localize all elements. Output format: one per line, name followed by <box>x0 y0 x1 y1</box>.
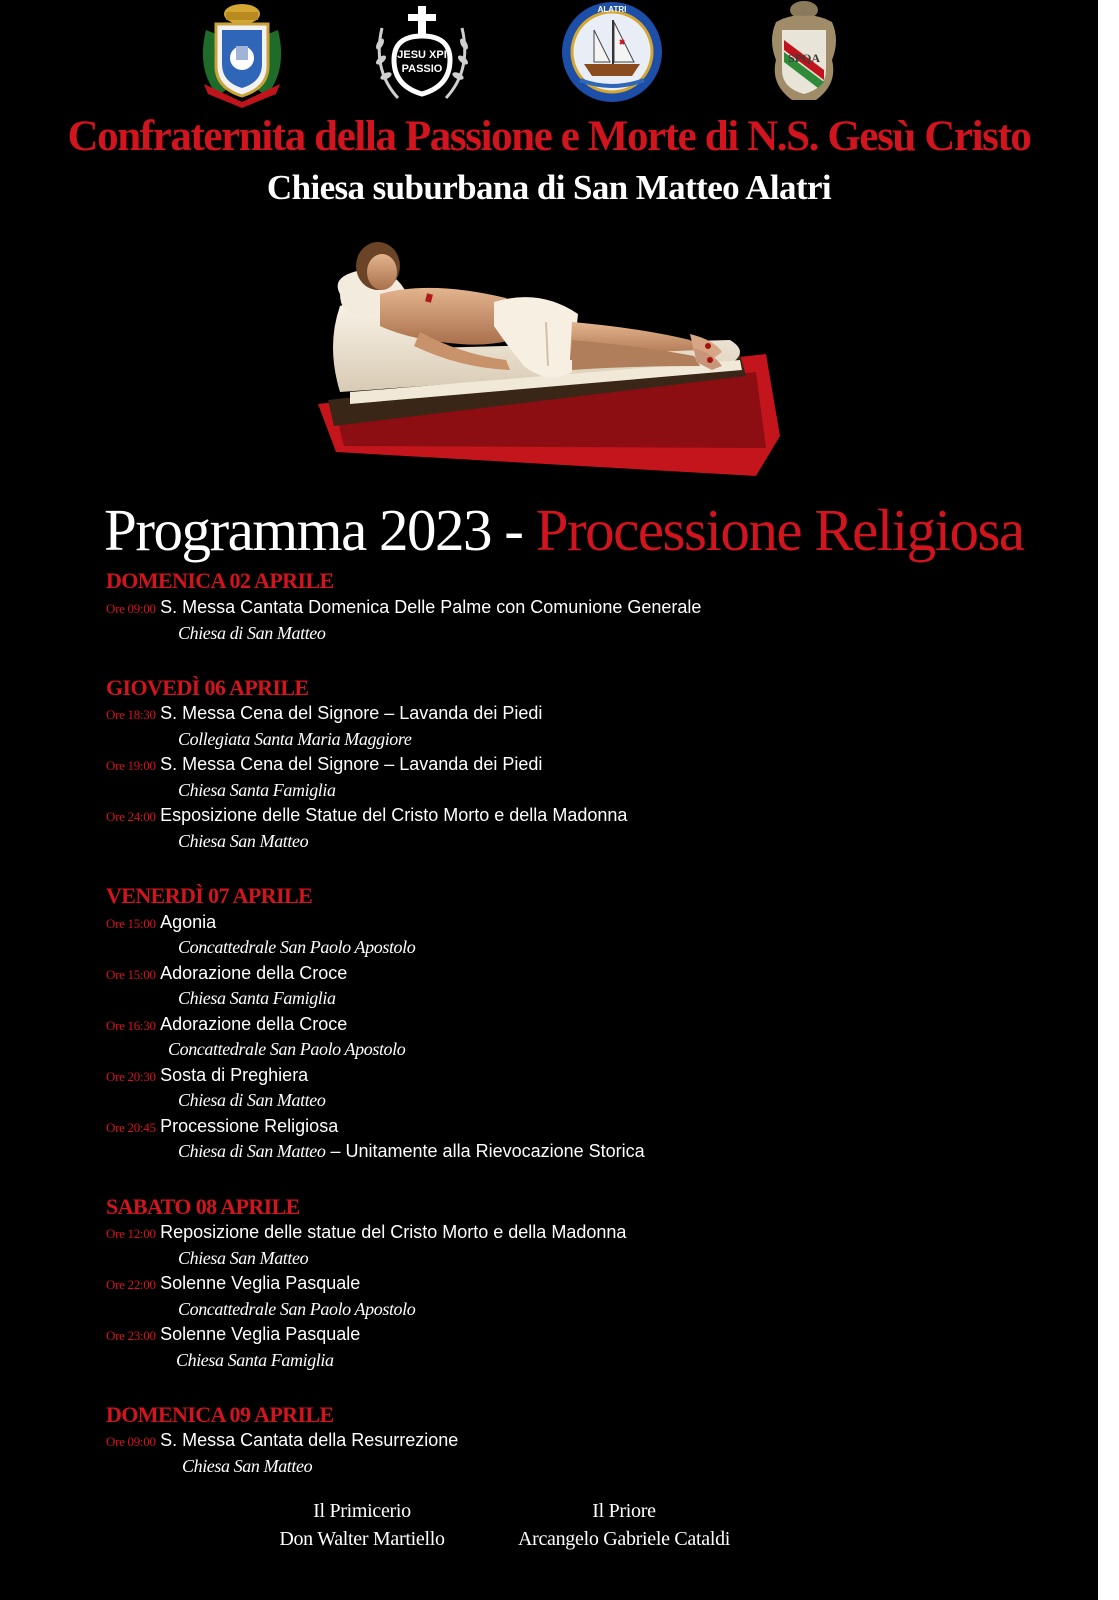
event-time: Ore 09:00 <box>106 601 156 616</box>
event-title: S. Messa Cena del Signore – Lavanda dei Piedi <box>160 754 543 774</box>
day-heading: SABATO 08 APRILE <box>106 1194 300 1219</box>
confraternity-title: Confraternita della Passione e Morte di N.S. Gesù Cristo <box>67 113 1031 160</box>
event-title: Adorazione della Croce <box>160 963 348 983</box>
event-title: S. Messa Cantata Domenica Delle Palme con Comunione Generale <box>160 597 702 617</box>
event-time: Ore 24:00 <box>106 809 156 824</box>
signature-role: Il Priore <box>592 1500 656 1522</box>
day-heading: DOMENICA 09 APRILE <box>106 1402 334 1427</box>
event-row <box>106 963 347 984</box>
event-location: Chiesa Santa Famiglia <box>176 1350 334 1370</box>
event-time: Ore 19:00 <box>106 758 156 773</box>
event-row <box>106 1116 338 1137</box>
event-location: Chiesa di San Matteo <box>178 1090 326 1110</box>
event-title: Agonia <box>160 912 217 932</box>
event-title: Processione Religiosa <box>160 1116 339 1136</box>
event-title: Esposizione delle Statue del Cristo Morto e della Madonna <box>160 805 628 825</box>
event-location <box>178 1141 645 1162</box>
event-location: Concattedrale San Paolo Apostolo <box>178 1299 416 1319</box>
event-row <box>106 805 627 826</box>
program-heading-year: Programma 2023 - <box>104 497 536 563</box>
day-heading: VENERDÌ 07 APRILE <box>106 883 313 908</box>
event-time: Ore 16:30 <box>106 1018 156 1033</box>
event-location: Chiesa Santa Famiglia <box>178 988 336 1008</box>
event-time: Ore 22:00 <box>106 1277 156 1292</box>
program-heading <box>104 496 1024 565</box>
passionist-emblem-logo <box>368 0 476 108</box>
event-row <box>106 1065 308 1086</box>
event-time: Ore 18:30 <box>106 707 156 722</box>
event-location: Concattedrale San Paolo Apostolo <box>178 937 416 957</box>
event-time: Ore 20:30 <box>106 1069 156 1084</box>
event-row <box>106 1014 347 1035</box>
event-time: Ore 15:00 <box>106 916 156 931</box>
event-row <box>106 703 542 724</box>
event-row <box>106 912 216 933</box>
program-heading-title: Processione Religiosa <box>535 497 1024 563</box>
event-location: Chiesa San Matteo <box>182 1456 313 1476</box>
church-subtitle: Chiesa suburbana di San Matteo Alatri <box>266 168 832 207</box>
event-time: Ore 09:00 <box>106 1434 156 1449</box>
event-time: Ore 23:00 <box>106 1328 156 1343</box>
event-title: S. Messa Cantata della Resurrezione <box>160 1430 459 1450</box>
signature-priore <box>494 1497 754 1553</box>
day-heading: DOMENICA 02 APRILE <box>106 568 334 593</box>
event-location: Chiesa Santa Famiglia <box>178 780 336 800</box>
event-title: Solenne Veglia Pasquale <box>160 1273 361 1293</box>
ornate-crest-logo <box>768 0 840 104</box>
passionist-text-1: JESU XPI <box>397 49 447 61</box>
event-location: Collegiata Santa Maria Maggiore <box>178 729 412 749</box>
event-title: Reposizione delle statue del Cristo Morto e della Madonna <box>160 1222 627 1242</box>
coat-of-arms-logo <box>196 0 288 108</box>
signature-name: Arcangelo Gabriele Cataldi <box>517 1528 731 1550</box>
day-heading: GIOVEDÌ 06 APRILE <box>106 675 309 700</box>
event-time: Ore 15:00 <box>106 967 156 982</box>
event-location: Chiesa San Matteo <box>178 1248 309 1268</box>
event-time: Ore 12:00 <box>106 1226 156 1241</box>
event-time: Ore 20:45 <box>106 1120 156 1135</box>
dead-christ-statue-image <box>310 236 782 509</box>
event-location: Chiesa di San Matteo <box>178 623 326 643</box>
passionist-text-2: PASSIO <box>401 63 443 75</box>
event-row <box>106 597 701 618</box>
event-location-note: – Unitamente alla Rievocazione Storica <box>325 1141 645 1161</box>
round-seal-text: ALATRI <box>597 5 627 14</box>
crest-text: SPQA <box>787 51 821 65</box>
event-location-name: Chiesa di San Matteo <box>178 1141 326 1161</box>
signature-primicerio <box>252 1497 472 1553</box>
event-row <box>106 1222 626 1243</box>
event-row <box>106 1430 458 1451</box>
event-location: Chiesa San Matteo <box>178 831 309 851</box>
event-title: Adorazione della Croce <box>160 1014 348 1034</box>
signature-role: Il Primicerio <box>313 1500 411 1522</box>
event-row <box>106 1324 360 1345</box>
event-row <box>106 1273 360 1294</box>
event-row <box>106 754 542 775</box>
event-title: Solenne Veglia Pasquale <box>160 1324 361 1344</box>
signature-name: Don Walter Martiello <box>279 1528 445 1550</box>
event-title: Sosta di Preghiera <box>160 1065 309 1085</box>
event-title: S. Messa Cena del Signore – Lavanda dei Piedi <box>160 703 543 723</box>
round-seal-logo <box>560 0 664 104</box>
event-location: Concattedrale San Paolo Apostolo <box>168 1039 406 1059</box>
